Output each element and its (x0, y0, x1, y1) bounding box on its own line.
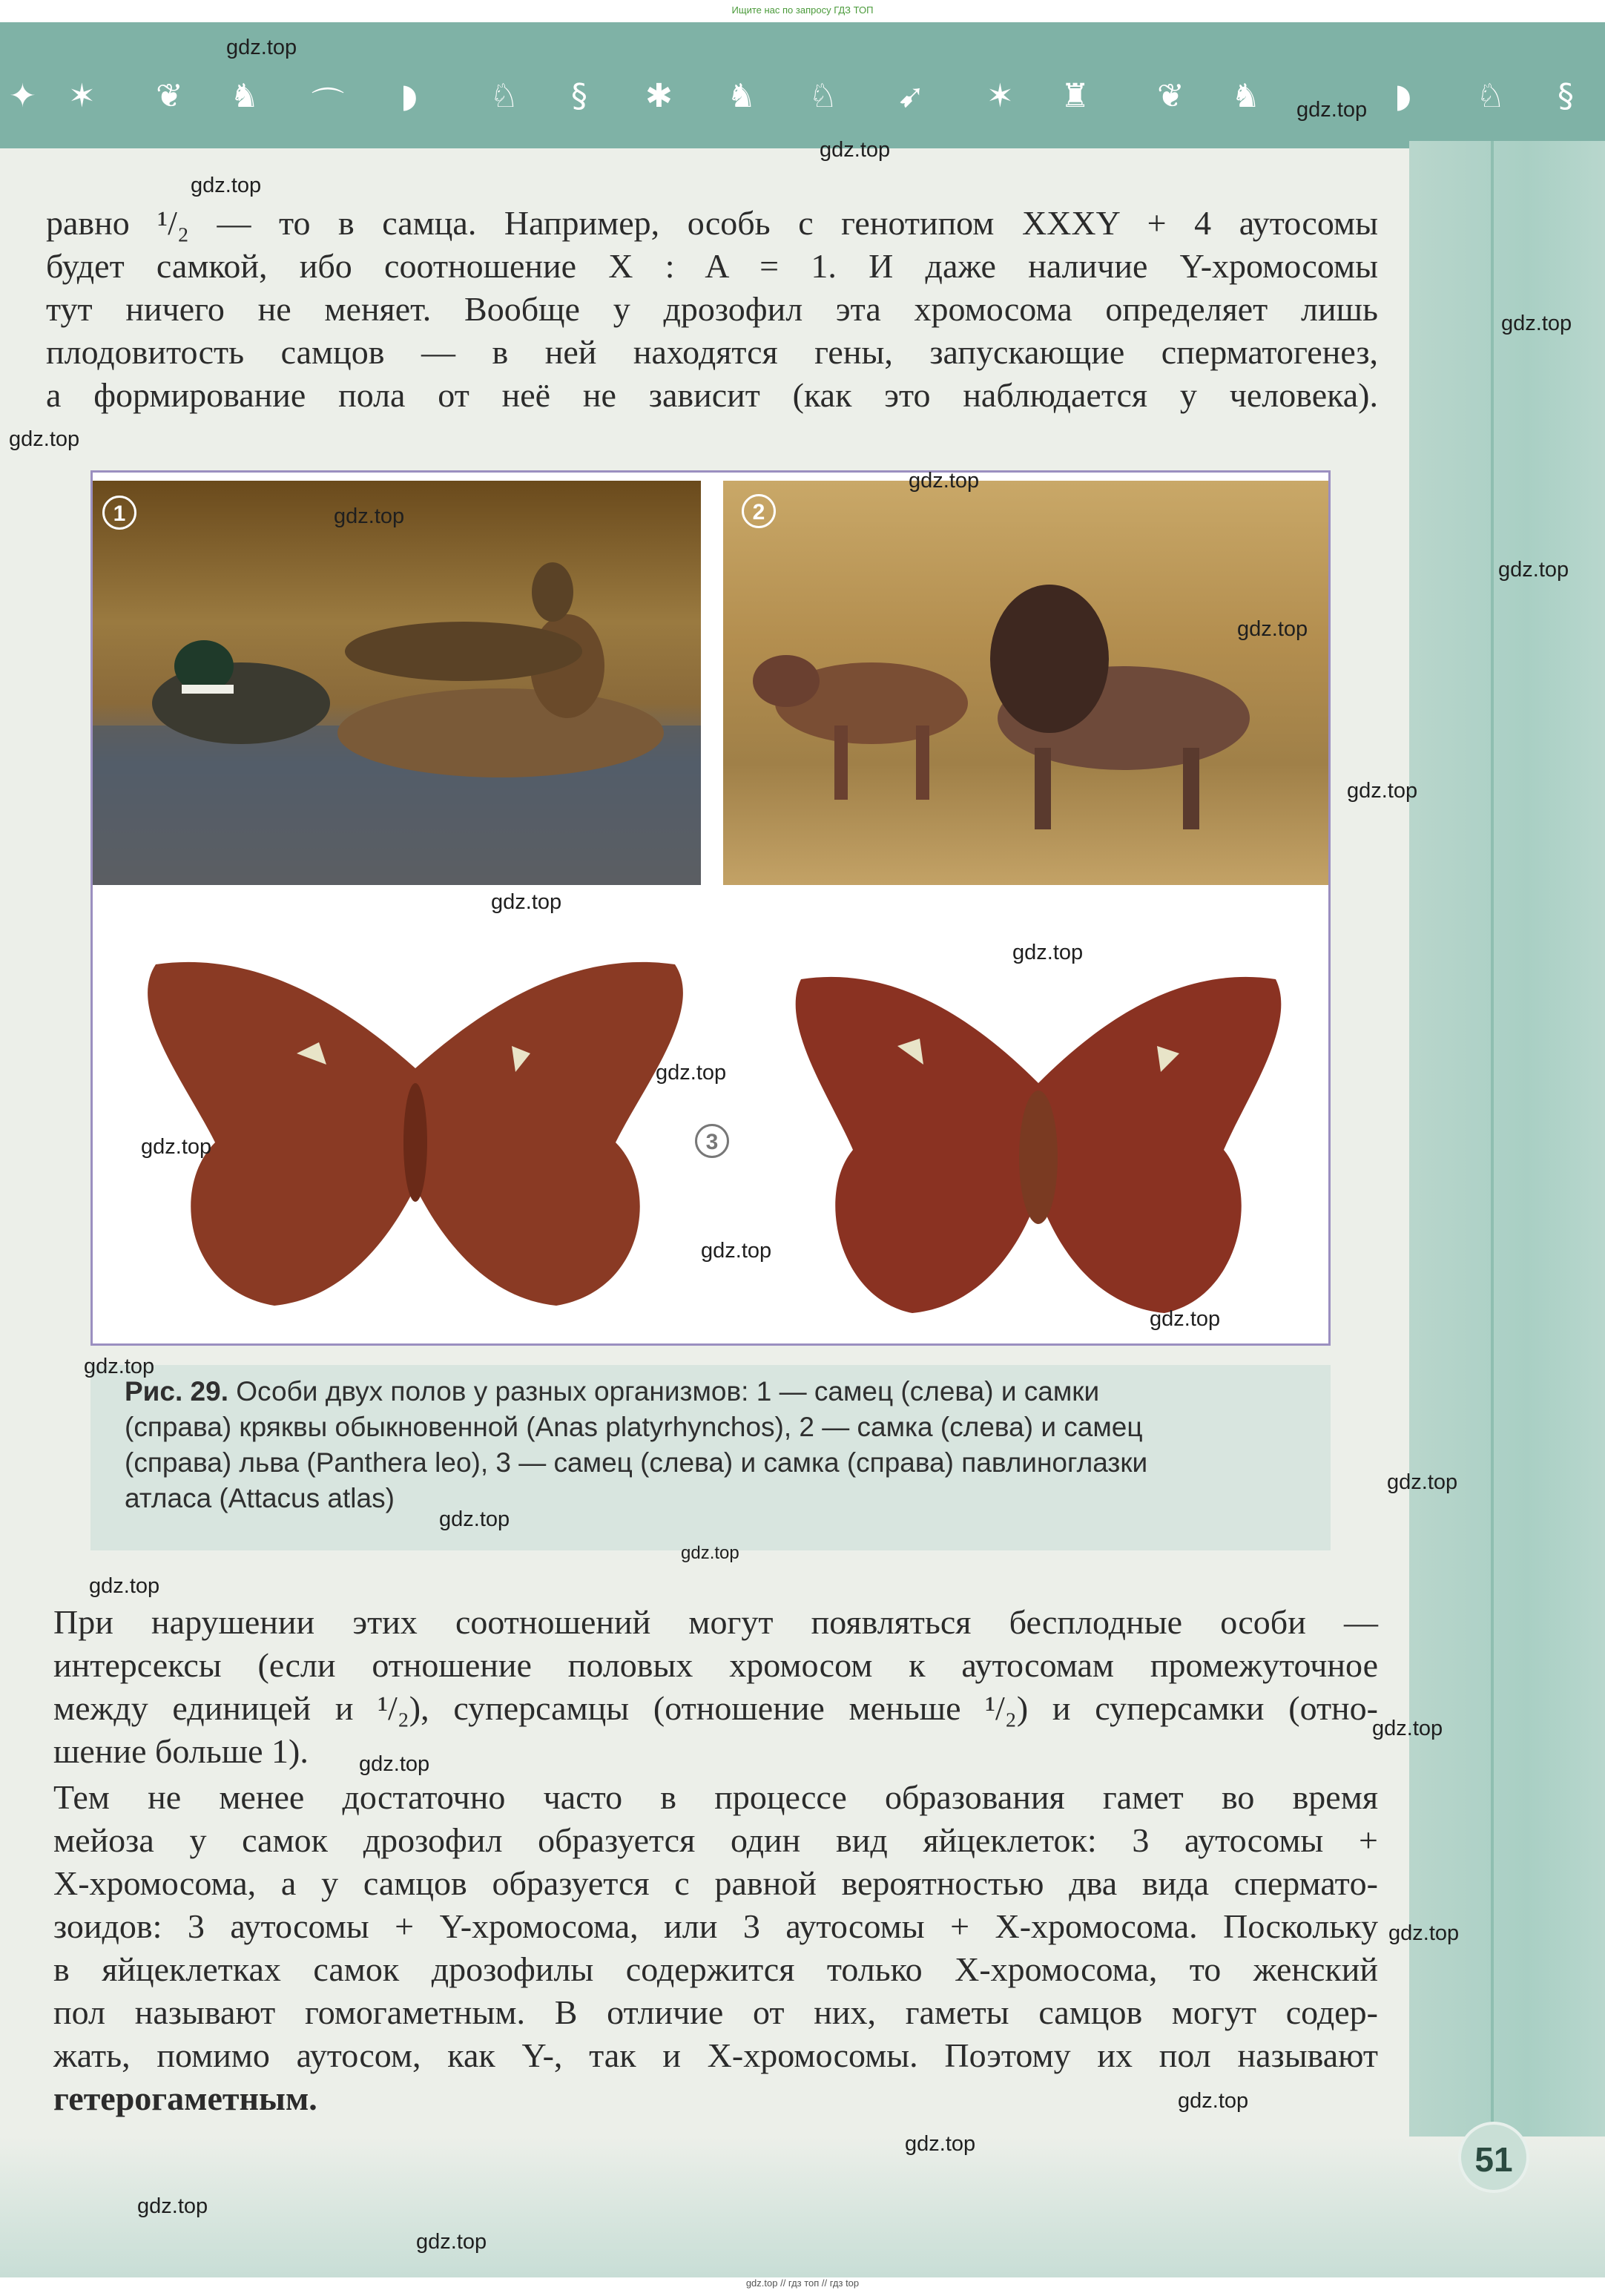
watermark: gdz.top (905, 2132, 976, 2156)
text-line: жать, помимо аутосом, как Y-, так и X-хромосомы. Поэтому их пол называют (53, 2036, 1378, 2074)
text-line: мейоза у самок дрозофил образуется один вид яйцеклеток: 3 аутосомы + (53, 1821, 1378, 1859)
rhino-icon: ♜ (1061, 77, 1090, 115)
watermark: gdz.top (1388, 1921, 1460, 1945)
scorpion-icon: ❦ (156, 77, 183, 115)
caption-line: Особи двух полов у разных организмов: 1 — самец (слева) и самки (236, 1376, 1100, 1407)
text-line: шение больше 1). (53, 1732, 309, 1770)
watermark: gdz.top (9, 427, 80, 451)
text-line: плодовитость самцов — в ней находятся гены, запускающие сперматогенез, (46, 333, 1378, 371)
watermark: gdz.top (1372, 1717, 1443, 1740)
watermark: gdz.top (820, 138, 891, 162)
watermark: gdz.top (416, 2230, 487, 2254)
caption-line: (справа) льва (Panthera leo), 3 — самец (слева) и самка (справа) павлиноглазки (125, 1447, 1148, 1478)
watermark: gdz.top (1150, 1307, 1221, 1331)
watermark: gdz.top (909, 469, 980, 493)
lions-illustration (723, 481, 1328, 885)
watermark: gdz.top (491, 890, 562, 914)
figure-badge-1: 1 (102, 496, 136, 530)
watermark: gdz.top (137, 2194, 208, 2218)
bird-icon: ➹ (897, 77, 925, 115)
text-line: гетерогаметным. (53, 2079, 317, 2117)
watermark: gdz.top (191, 174, 262, 197)
right-margin-rule (1491, 141, 1494, 2277)
deer-icon: ♞ (727, 77, 757, 115)
caption-label: Рис. 29. (125, 1376, 228, 1407)
bottom-decoration (0, 2137, 1605, 2277)
paragraph-bottom (53, 1776, 1378, 2120)
dog-icon: ♘ (1476, 77, 1506, 115)
fish-icon: ✦ (9, 77, 36, 115)
text-line: Тем не менее достаточно часто в процессе образования гамет во время (53, 1778, 1378, 1816)
watermark: gdz.top (359, 1752, 430, 1776)
caption-line: атласа (Attacus atlas) (125, 1483, 395, 1513)
watermark: gdz.top (1296, 98, 1368, 122)
dolphin-icon: ◗ (1394, 77, 1412, 115)
moth-male (126, 920, 705, 1335)
watermark: gdz.top (701, 1239, 772, 1263)
watermark: gdz.top (1012, 941, 1084, 964)
text-line: между единицей и ¹/₂), суперсамцы (отношение меньше ¹/₂) и суперсамки (отно- (53, 1689, 1378, 1727)
watermark: gdz.top (681, 1543, 739, 1563)
horse-icon: ♞ (1231, 77, 1261, 115)
photo-ducks (93, 481, 701, 885)
bottom-note: gdz.top // гдз топ // гдз top (745, 2277, 860, 2289)
dog-icon: ♘ (490, 77, 519, 115)
text-line: в яйцеклетках самок дрозофилы содержится только X-хромосома, то женский (53, 1950, 1378, 1988)
watermark: gdz.top (1347, 779, 1418, 803)
caption-line: (справа) кряквы обыкновенной (Anas platyrhynchos), 2 — самка (слева) и самец (125, 1412, 1143, 1442)
bird-icon: ⌒ (312, 85, 344, 123)
text-line: тут ничего не меняет. Вообще у дрозофил эта хромосома определяет лишь (46, 290, 1378, 328)
photo-lions (723, 481, 1328, 885)
ducks-illustration (93, 481, 701, 885)
butterfly-icon: ✶ (986, 77, 1014, 115)
moth-female (771, 942, 1305, 1328)
watermark: gdz.top (1237, 617, 1308, 641)
watermark: gdz.top (89, 1574, 160, 1598)
watermark: gdz.top (226, 36, 297, 59)
watermark: gdz.top (84, 1355, 155, 1378)
paragraph-top (46, 202, 1378, 417)
text-line: зоидов: 3 аутосомы + Y-хромосома, или 3 аутосомы + X-хромосома. Поскольку (53, 1907, 1378, 1945)
page-number: 51 (1458, 2122, 1529, 2193)
watermark: gdz.top (334, 504, 405, 528)
text-line: а формирование пола от неё не зависит (как это наблюдается у человека). (46, 376, 1378, 414)
text-line: будет самкой, ибо соотношение X : A = 1. И даже наличие Y-хромосомы (46, 247, 1378, 285)
watermark: gdz.top (141, 1135, 212, 1159)
butterfly-icon: ✶ (68, 77, 96, 115)
dolphin-icon: ◗ (401, 77, 418, 115)
figure-badge-3: 3 (695, 1124, 729, 1158)
top-note: Ищите нас по запросу ГДЗ ТОП (731, 4, 874, 16)
watermark: gdz.top (656, 1061, 727, 1085)
figure-caption (125, 1374, 1296, 1516)
text-line: X-хромосома, а у самцов образуется с равной вероятностью два вида сперматo- (53, 1864, 1378, 1902)
watermark: gdz.top (439, 1507, 510, 1531)
figure-badge-2: 2 (742, 494, 776, 528)
scorpion-icon: ❦ (1157, 77, 1184, 115)
right-margin-band (1409, 141, 1605, 2277)
text-line: равно ¹/₂ — то в самца. Например, особь с генотипом XXXY + 4 аутосомы (46, 204, 1378, 242)
watermark: gdz.top (1498, 558, 1569, 582)
seahorse-icon: § (571, 77, 587, 115)
horse-icon: ♞ (230, 77, 260, 115)
watermark: gdz.top (1387, 1470, 1458, 1494)
watermark: gdz.top (1178, 2089, 1249, 2113)
text-line: При нарушении этих соотношений могут появляться бесплодные особи — (53, 1603, 1378, 1641)
insect-icon: ✱ (645, 77, 673, 115)
text-line: пол называют гомогаметным. В отличие от них, гаметы самцов могут содер- (53, 1993, 1378, 2031)
kangaroo-icon: ♘ (808, 77, 838, 115)
text-line: интерсексы (если отношение половых хромосом к аутосомам промежуточное (53, 1646, 1378, 1684)
seahorse-icon: § (1558, 77, 1574, 115)
watermark: gdz.top (1501, 312, 1572, 335)
paragraph-middle (53, 1601, 1378, 1773)
